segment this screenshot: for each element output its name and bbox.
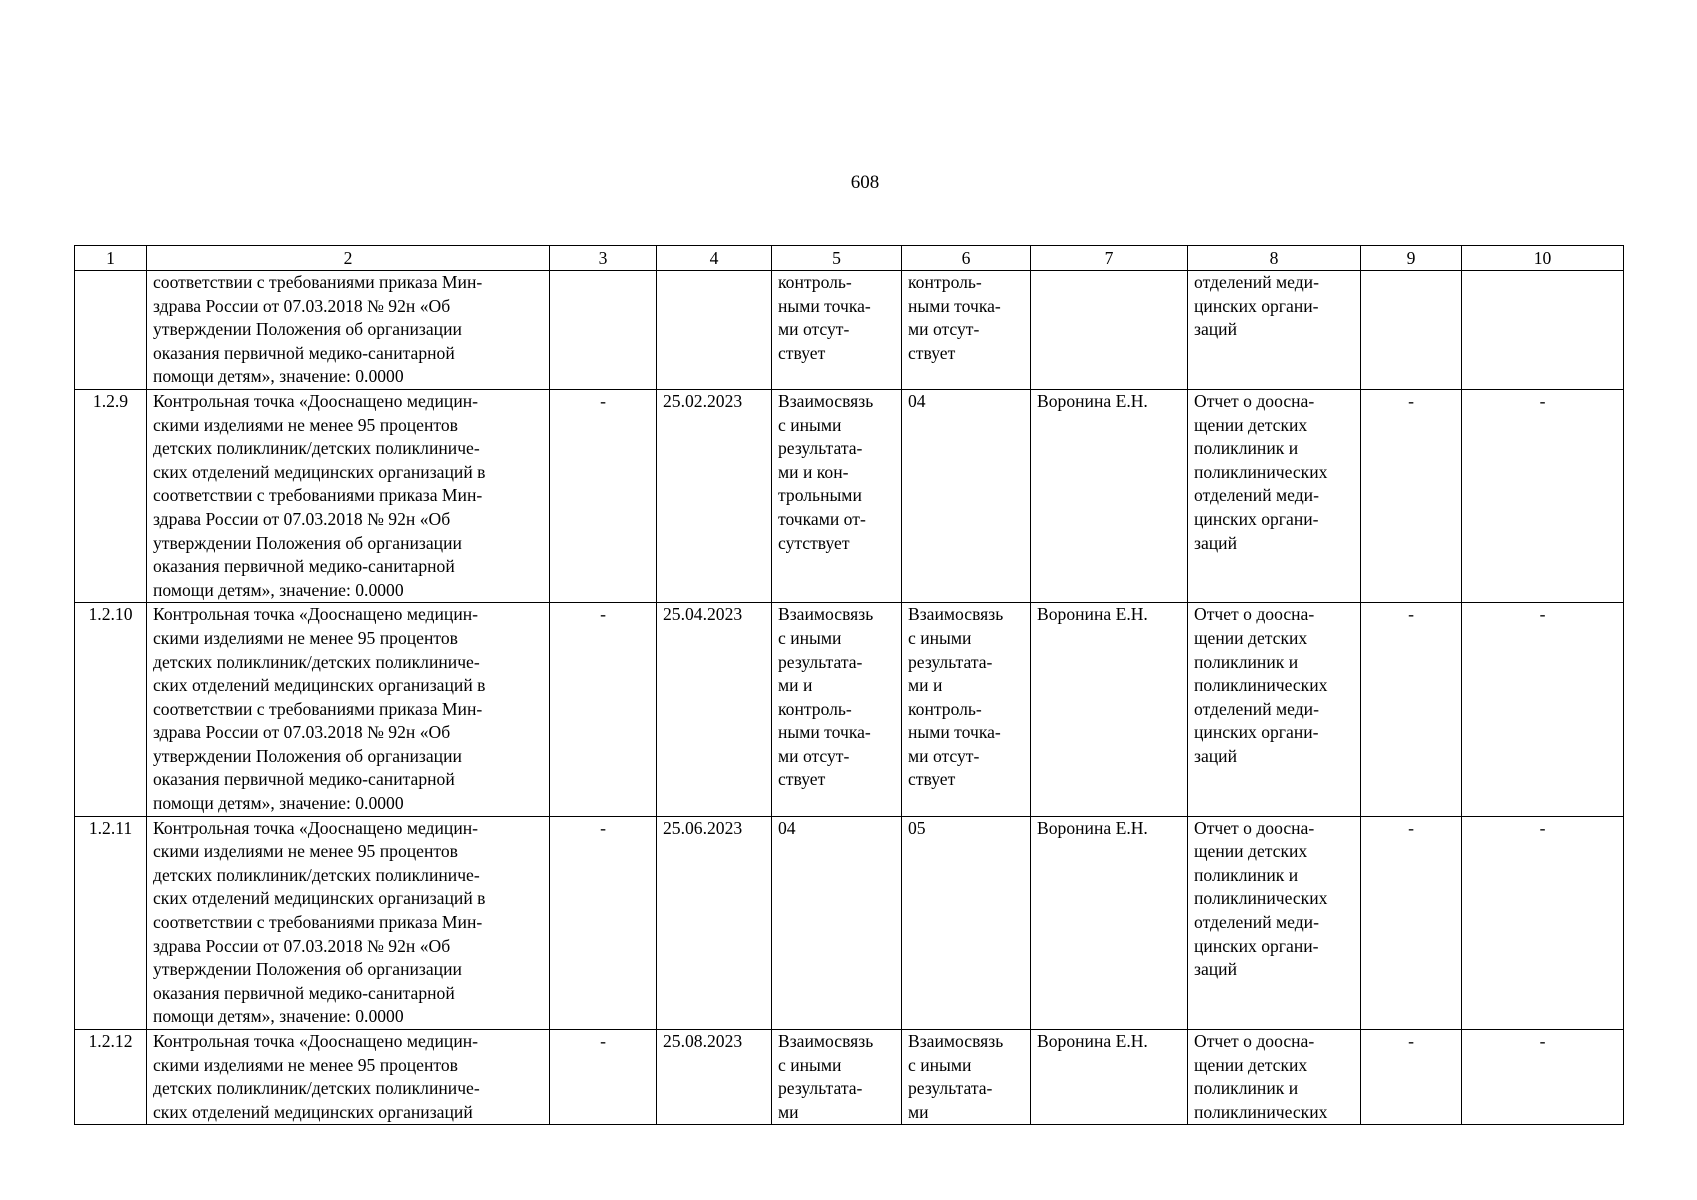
col-3-value: -	[550, 389, 657, 602]
col-3-value: -	[550, 1030, 657, 1125]
col-9-value	[1361, 271, 1462, 390]
column-header: 4	[657, 246, 772, 271]
table-row	[75, 1030, 1624, 1125]
document-type: Отчет о доосна- щении детских поликлиник и поликлинических отделений меди- цинских органи- заций	[1188, 389, 1361, 602]
item-number: 1.2.9	[75, 389, 147, 602]
date-value: 25.04.2023	[657, 603, 772, 816]
table-row	[75, 271, 1624, 390]
responsible-person: Воронина Е.Н.	[1031, 1030, 1188, 1125]
column-header: 1	[75, 246, 147, 271]
col-6-value: 05	[902, 816, 1031, 1029]
col-5-value: Взаимосвязь с иными результата- ми и кон- трольными точками от- сутствует	[772, 389, 902, 602]
date-value	[657, 271, 772, 390]
control-point-description: Контрольная точка «Дооснащено медицин- скими изделиями не менее 95 процентов детских поликлиник/детских поликлиниче- ских отделений медицинских организаций в соответствии с требованиями приказа Мин- здрава России от 07.03.2018 № 92н «Об утверждении Положения об организации оказания первичной медико-санитарной помощи детям», значение: 0.0000	[147, 603, 550, 816]
col-10-value: -	[1462, 389, 1624, 602]
column-header: 6	[902, 246, 1031, 271]
date-value: 25.08.2023	[657, 1030, 772, 1125]
col-5-value: 04	[772, 816, 902, 1029]
document-type: Отчет о доосна- щении детских поликлиник и поликлинических	[1188, 1030, 1361, 1125]
col-3-value: -	[550, 816, 657, 1029]
col-3-value: -	[550, 603, 657, 816]
responsible-person: Воронина Е.Н.	[1031, 389, 1188, 602]
page-number: 608	[850, 172, 880, 193]
col-6-value: контроль- ными точка- ми отсут- ствует	[902, 271, 1031, 390]
control-point-description: Контрольная точка «Дооснащено медицин- скими изделиями не менее 95 процентов детских поликлиник/детских поликлиниче- ских отделений медицинских организаций в соответствии с требованиями приказа Мин- здрава России от 07.03.2018 № 92н «Об утверждении Положения об организации оказания первичной медико-санитарной помощи детям», значение: 0.0000	[147, 389, 550, 602]
col-6-value: Взаимосвязь с иными результата- ми	[902, 1030, 1031, 1125]
column-header: 7	[1031, 246, 1188, 271]
table-row	[75, 816, 1624, 1029]
header-row	[75, 246, 1624, 271]
document-type: Отчет о доосна- щении детских поликлиник и поликлинических отделений меди- цинских органи- заций	[1188, 816, 1361, 1029]
responsible-person	[1031, 271, 1188, 390]
control-point-description: Контрольная точка «Дооснащено медицин- скими изделиями не менее 95 процентов детских поликлиник/детских поликлиниче- ских отделений медицинских организаций	[147, 1030, 550, 1125]
col-5-value: Взаимосвязь с иными результата- ми и контроль- ными точка- ми отсут- ствует	[772, 603, 902, 816]
col-10-value: -	[1462, 603, 1624, 816]
date-value: 25.06.2023	[657, 816, 772, 1029]
col-6-value: 04	[902, 389, 1031, 602]
control-point-description: соответствии с требованиями приказа Мин- здрава России от 07.03.2018 № 92н «Об утверждении Положения об организации оказания первичной медико-санитарной помощи детям», значение: 0.0000	[147, 271, 550, 390]
column-header: 3	[550, 246, 657, 271]
responsible-person: Воронина Е.Н.	[1031, 816, 1188, 1029]
control-point-description: Контрольная точка «Дооснащено медицин- скими изделиями не менее 95 процентов детских поликлиник/детских поликлиниче- ских отделений медицинских организаций в соответствии с требованиями приказа Мин- здрава России от 07.03.2018 № 92н «Об утверждении Положения об организации оказания первичной медико-санитарной помощи детям», значение: 0.0000	[147, 816, 550, 1029]
document-type: Отчет о доосна- щении детских поликлиник и поликлинических отделений меди- цинских органи- заций	[1188, 603, 1361, 816]
column-header: 5	[772, 246, 902, 271]
item-number: 1.2.11	[75, 816, 147, 1029]
col-9-value: -	[1361, 389, 1462, 602]
document-type: отделений меди- цинских органи- заций	[1188, 271, 1361, 390]
col-9-value: -	[1361, 816, 1462, 1029]
col-5-value: Взаимосвязь с иными результата- ми	[772, 1030, 902, 1125]
col-3-value	[550, 271, 657, 390]
column-header: 8	[1188, 246, 1361, 271]
column-header: 10	[1462, 246, 1624, 271]
col-9-value: -	[1361, 603, 1462, 816]
column-header: 9	[1361, 246, 1462, 271]
date-value: 25.02.2023	[657, 389, 772, 602]
col-10-value: -	[1462, 1030, 1624, 1125]
col-5-value: контроль- ными точка- ми отсут- ствует	[772, 271, 902, 390]
item-number: 1.2.12	[75, 1030, 147, 1125]
item-number	[75, 271, 147, 390]
col-10-value	[1462, 271, 1624, 390]
table-row	[75, 389, 1624, 602]
column-header: 2	[147, 246, 550, 271]
col-6-value: Взаимосвязь с иными результата- ми и контроль- ными точка- ми отсут- ствует	[902, 603, 1031, 816]
item-number: 1.2.10	[75, 603, 147, 816]
col-10-value: -	[1462, 816, 1624, 1029]
responsible-person: Воронина Е.Н.	[1031, 603, 1188, 816]
control-points-table	[74, 245, 1624, 1125]
col-9-value: -	[1361, 1030, 1462, 1125]
table-row	[75, 603, 1624, 816]
